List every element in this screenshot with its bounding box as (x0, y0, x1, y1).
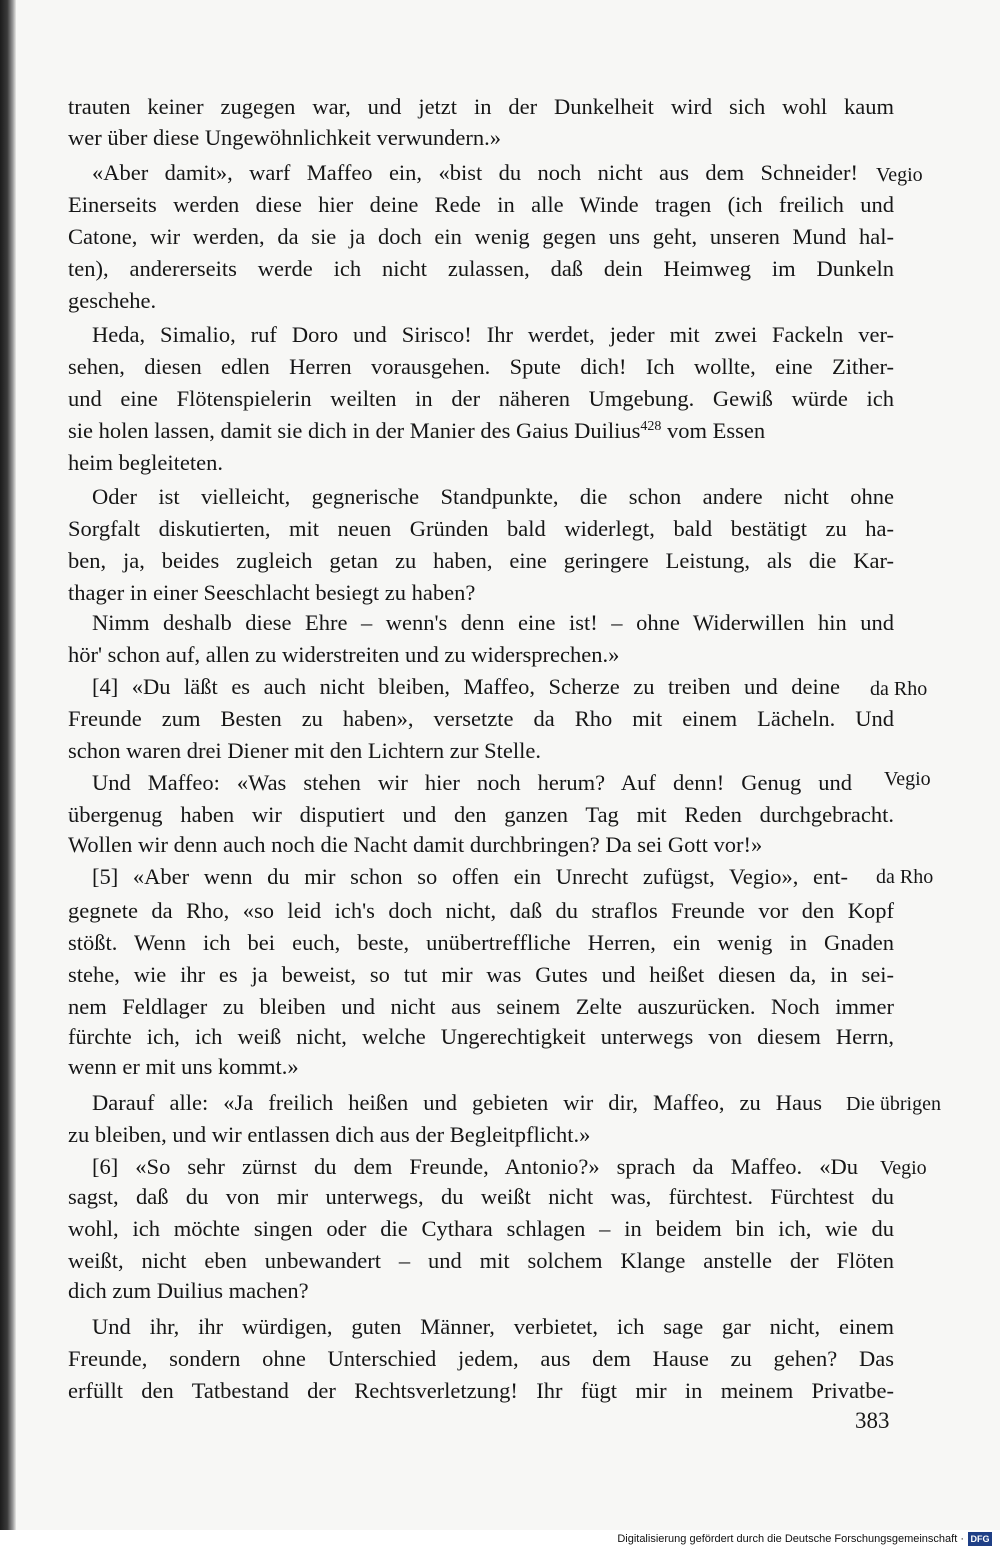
margin-speaker-note: da Rho (870, 678, 928, 700)
text-line: Und Maffeo: «Was stehen wir hier noch herum? Auf denn! Genug und (92, 770, 852, 795)
margin-speaker-note: Vegio (884, 768, 931, 790)
text-line: zu bleiben, und wir entlassen dich aus der Begleitpflicht.» (68, 1122, 591, 1147)
text-line: Darauf alle: «Ja freilich heißen und gebieten wir dir, Maffeo, zu Haus (92, 1090, 822, 1115)
text-line: Freunde, sondern ohne Unterschied jedem, aus dem Hause zu gehen? Das (68, 1346, 894, 1371)
footnote-marker: 428 (640, 419, 662, 434)
text-line: weißt, nicht eben unbewandert – und mit solchem Klange anstelle der Flöten (68, 1248, 894, 1273)
text-line: Freunde zum Besten zu haben», versetzte da Rho mit einem Lächeln. Und (68, 706, 894, 731)
text-line: Oder ist vielleicht, gegnerische Standpunkte, die schon andere nicht ohne (92, 484, 894, 509)
text-line: Heda, Simalio, ruf Doro und Sirisco! Ihr werdet, jeder mit zwei Fackeln ver- (92, 322, 894, 347)
text-line: hör' schon auf, allen zu widerstreiten und zu widersprechen.» (68, 642, 620, 667)
text-line: trauten keiner zugegen war, und jetzt in der Dunkelheit wird sich wohl kaum (68, 94, 894, 119)
text-line: Einerseits werden diese hier deine Rede in alle Winde tragen (ich freilich und (68, 192, 894, 217)
margin-speaker-note: Vegio (880, 1157, 927, 1179)
text-line: und eine Flötenspielerin weilten in der näheren Umgebung. Gewiß würde ich (68, 386, 894, 411)
text-line: [4] «Du läßt es auch nicht bleiben, Maffeo, Scherze zu treiben und deine (92, 674, 840, 699)
text-line: dich zum Duilius machen? (68, 1278, 309, 1303)
margin-speaker-note: Die übrigen (846, 1093, 941, 1115)
text-line: geschehe. (68, 288, 157, 313)
text-line: ben, ja, beides zugleich getan zu haben, eine geringere Leistung, als die Kar- (68, 548, 894, 573)
text-line: Und ihr, ihr würdigen, guten Männer, verbietet, ich sage gar nicht, einem (92, 1314, 894, 1339)
text-line: Wollen wir denn auch noch die Nacht damit durchbringen? Da sei Gott vor!» (68, 832, 763, 857)
text-line: wer über diese Ungewöhnlichkeit verwundern.» (68, 125, 501, 150)
text-line-with-footnote (68, 416, 765, 446)
text-line: stößt. Wenn ich bei euch, beste, unübertreffliche Herren, ein wenig in Gnaden (68, 930, 894, 955)
text-line: schon waren drei Diener mit den Lichtern zur Stelle. (68, 738, 541, 763)
text-line: [5] «Aber wenn du mir schon so offen ein Unrecht zufügst, Vegio», ent- (92, 864, 848, 889)
text-line: erfüllt den Tatbestand der Rechtsverletzung! Ihr fügt mir in meinem Privatbe- (68, 1378, 894, 1403)
page-number: 383 (855, 1408, 890, 1433)
text-line: wohl, ich möchte singen oder die Cythara schlagen – in beidem bin ich, wie du (68, 1216, 894, 1241)
text-line: heim begleiteten. (68, 450, 223, 475)
text-line: Nimm deshalb diese Ehre – wenn's denn eine ist! – ohne Widerwillen hin und (92, 610, 894, 635)
text-line: Sorgfalt diskutierten, mit neuen Gründen bald widerlegt, bald bestätigt zu ha- (68, 516, 894, 541)
text-line: übergenug haben wir disputiert und den ganzen Tag mit Reden durchgebracht. (68, 802, 894, 827)
digitization-footer (0, 1530, 1000, 1549)
text-line: ten), andererseits werde ich nicht zulassen, daß dein Heimweg im Dunkeln (68, 256, 894, 281)
margin-speaker-note: Vegio (876, 164, 923, 186)
margin-speaker-note: da Rho (876, 866, 934, 888)
text-line: «Aber damit», warf Maffeo ein, «bist du noch nicht aus dem Schneider! (92, 160, 858, 185)
text-line: fürchte ich, ich weiß nicht, welche Ungerechtigkeit unterwegs von diesem Herrn, (68, 1024, 894, 1049)
text-line: wenn er mit uns kommt.» (68, 1054, 299, 1079)
text-line: sehen, diesen edlen Herren vorausgehen. Spute dich! Ich wollte, eine Zither- (68, 354, 894, 379)
text-line: [6] «So sehr zürnst du dem Freunde, Antonio?» sprach da Maffeo. «Du (92, 1154, 858, 1179)
text-line: gegnete da Rho, «so leid ich's doch nicht, daß du straflos Freunde vor den Kopf (68, 898, 894, 923)
text-line: nem Feldlager zu bleiben und nicht aus seinem Zelte auszurücken. Noch immer (68, 994, 894, 1019)
footer-credit: Digitalisierung gefördert durch die Deutsche Forschungsgemeinschaft · (617, 1533, 964, 1545)
text-line: sie holen lassen, damit sie dich in der Manier des Gaius Duilius (68, 418, 641, 443)
text-line: sagst, daß du von mir unterwegs, du weißt nicht was, fürchtest. Fürchtest du (68, 1184, 894, 1209)
text-line: Catone, wir werden, da sie ja doch ein wenig gegen uns geht, unseren Mund hal- (68, 224, 894, 249)
text-line: stehe, wie ihr es ja beweist, so tut mir was Gutes und heißet diesen da, in sei- (68, 962, 894, 987)
dfg-logo: DFG (968, 1532, 992, 1546)
book-spine-edge (0, 0, 16, 1530)
text-line-continuation: vom Essen (661, 418, 766, 443)
text-line: thager in einer Seeschlacht besiegt zu haben? (68, 580, 476, 605)
